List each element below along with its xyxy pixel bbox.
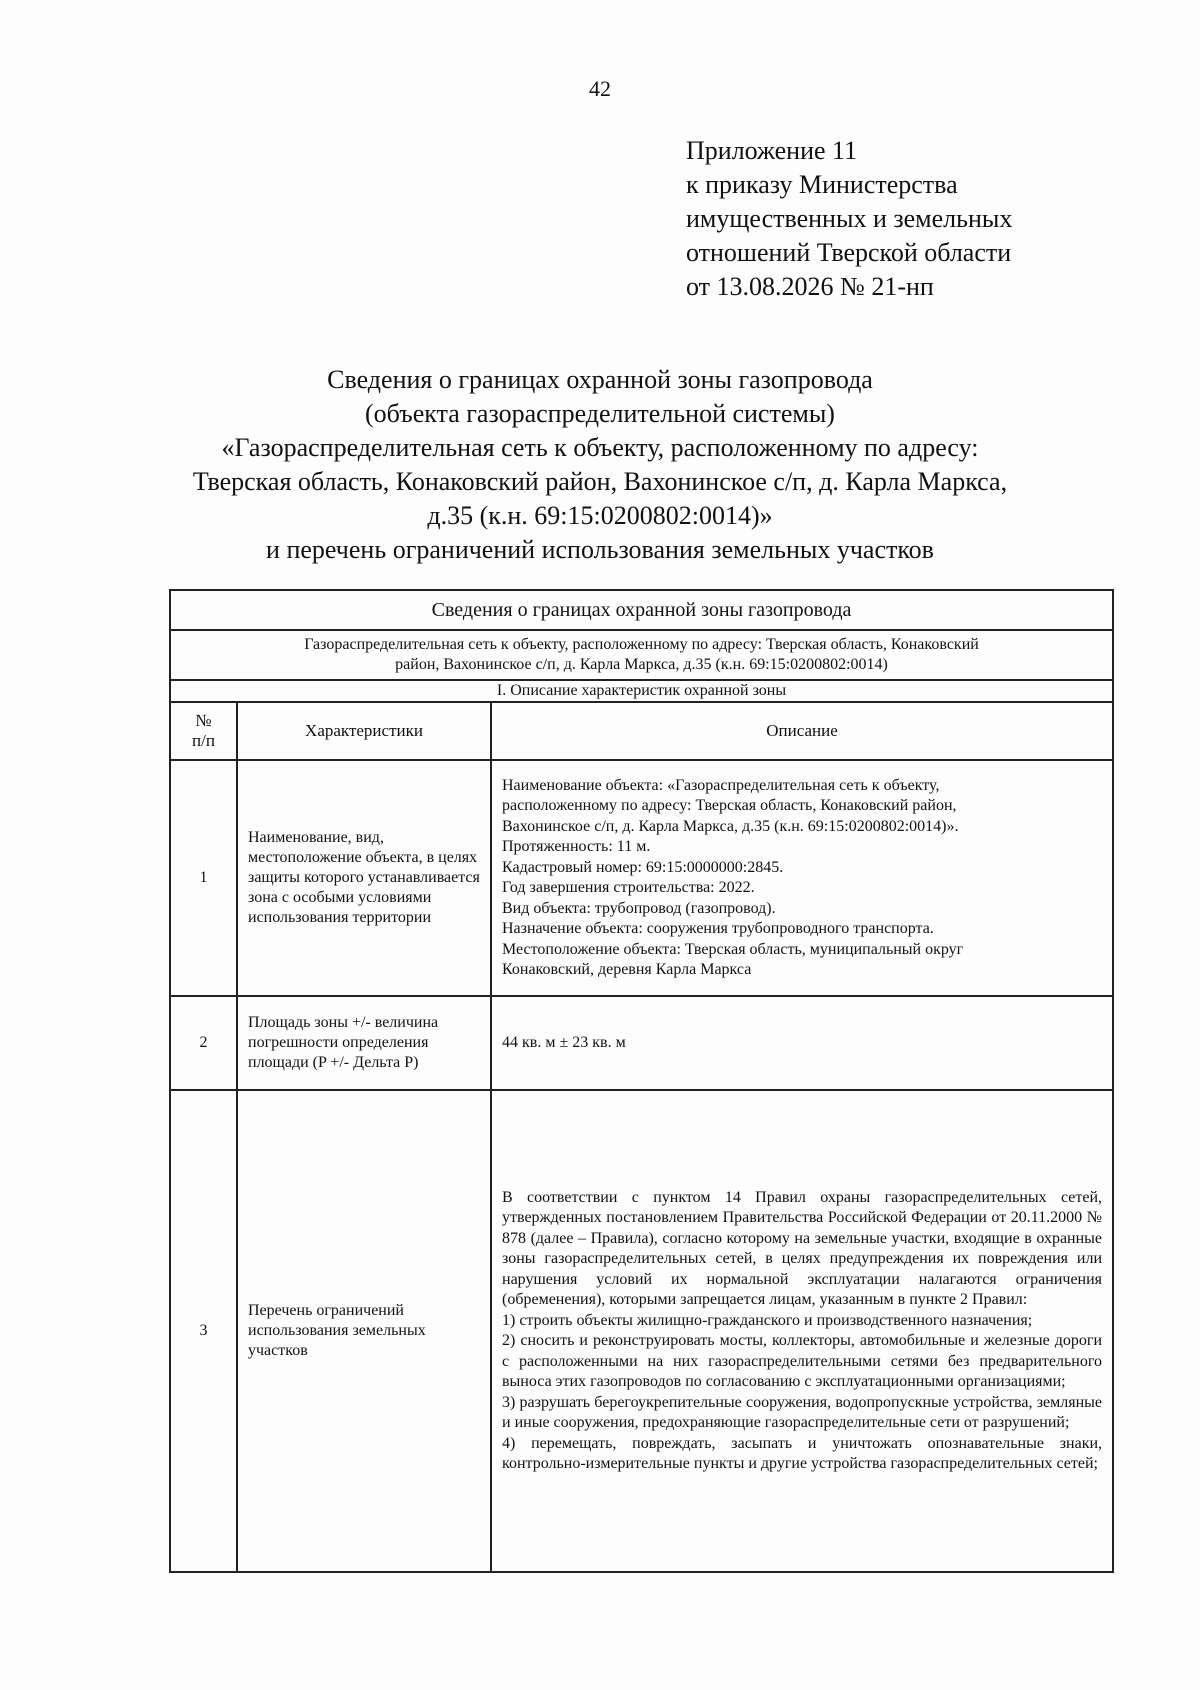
column-header-num	[170, 702, 237, 760]
column-header-num-line: п/п	[192, 731, 215, 750]
row-number: 1	[170, 760, 237, 996]
row-number: 2	[170, 996, 237, 1090]
title-line: и перечень ограничений использования земельных участков	[266, 535, 934, 564]
page-number: 42	[589, 76, 611, 101]
appendix-line: от 13.08.2026 № 21-нп	[686, 272, 934, 301]
row-description	[491, 760, 1113, 996]
description-line: Вид объекта: трубопровод (газопровод).	[502, 899, 776, 917]
row-number: 3	[170, 1090, 237, 1572]
row-characteristic: Площадь зоны +/- величина погрешности определения площади (P +/- Дельта P)	[237, 996, 491, 1090]
description-line: Год завершения строительства: 2022.	[502, 879, 755, 896]
zone-table	[169, 589, 1114, 1573]
column-header-description: Описание	[491, 702, 1113, 760]
appendix-line: к приказу Министерства	[686, 170, 958, 199]
section-heading: I. Описание характеристик охранной зоны	[170, 680, 1113, 702]
appendix-block	[686, 134, 1012, 304]
description-line: Назначение объекта: сооружения трубопроводного транспорта.	[502, 920, 934, 937]
table-row	[170, 760, 1113, 996]
title-line: (объекта газораспределительной системы)	[365, 399, 835, 428]
row-characteristic: Перечень ограничений использования земельных участков	[237, 1090, 491, 1572]
description-line: Конаковский, деревня Карла Маркса	[502, 961, 752, 978]
row-characteristic: Наименование, вид, местоположение объекта, в целях защиты которого устанавливается зона с особыми условиями использования территории	[237, 760, 491, 996]
description-paragraph: 1) строить объекты жилищно-гражданского и производственного назначения;	[502, 1311, 1033, 1329]
column-header-num-line: №	[195, 711, 212, 730]
description-paragraph: 4) перемещать, повреждать, засыпать и уничтожать опознавательные знаки, контрольно-измерительные пункты и другие устройства газораспределительных сетей;	[502, 1434, 1103, 1472]
row-description	[491, 1090, 1113, 1572]
description-line: 44 кв. м ± 23 кв. м	[502, 1033, 626, 1051]
description-paragraph: 3) разрушать берегоукрепительные сооружения, водопропускные устройства, земляные и иные сооружения, предохраняющие газораспределительные сети от разрушений;	[502, 1393, 1103, 1431]
title-line: Сведения о границах охранной зоны газопровода	[327, 365, 873, 394]
description-line: Протяженность: 11 м.	[502, 838, 651, 855]
table-row	[170, 1090, 1113, 1572]
description-line: Кадастровый номер: 69:15:0000000:2845.	[502, 858, 784, 876]
appendix-line: отношений Тверской области	[686, 238, 1012, 267]
table-header: Сведения о границах охранной зоны газопровода	[170, 590, 1113, 630]
appendix-line: Приложение 11	[686, 136, 858, 165]
description-paragraph: В соответствии с пунктом 14 Правил охраны газораспределительных сетей, утвержденных постановлением Правительства Российской Федерации от 20.11.2000 № 878 (далее – Правила), согласно которому на земельные участки, входящие в охранные зоны газораспределительных сетей, в целях предупреждения их повреждения или нарушения условий их нормальной эксплуатации налагаются ограничения (обременения), которыми запрещается лицам, указанным в пункте 2 Правил:	[502, 1188, 1103, 1308]
title-line: «Газораспределительная сеть к объекту, расположенному по адресу:	[221, 433, 979, 462]
appendix-line: имущественных и земельных	[686, 204, 1013, 233]
table-object-name	[170, 630, 1113, 680]
row-description	[491, 996, 1113, 1090]
title-line: д.35 (к.н. 69:15:0200802:0014)»	[427, 501, 773, 530]
description-line: Вахонинское с/п, д. Карла Маркса, д.35 (к.н. 69:15:0200802:0014)».	[502, 817, 959, 835]
table-row	[170, 996, 1113, 1090]
object-line: Газораспределительная сеть к объекту, расположенному по адресу: Тверская область, Конаковский	[304, 636, 979, 653]
object-line: район, Вахонинское с/п, д. Карла Маркса, д.35 (к.н. 69:15:0200802:0014)	[395, 656, 888, 673]
description-line: расположенному по адресу: Тверская область, Конаковский район,	[502, 797, 957, 814]
document-title	[150, 363, 1050, 567]
description-paragraph: 2) сносить и реконструировать мосты, коллекторы, автомобильные и железные дороги с расположенными на них газораспределительными сетями без предварительного выноса этих газопроводов по согласованию с эксплуатационными организациями;	[502, 1332, 1103, 1390]
description-line: Местоположение объекта: Тверская область, муниципальный округ	[502, 940, 964, 958]
description-line: Наименование объекта: «Газораспределительная сеть к объекту,	[502, 776, 940, 794]
column-header-characteristic: Характеристики	[237, 702, 491, 760]
title-line: Тверская область, Конаковский район, Вахонинское с/п, д. Карла Маркса,	[192, 467, 1008, 496]
